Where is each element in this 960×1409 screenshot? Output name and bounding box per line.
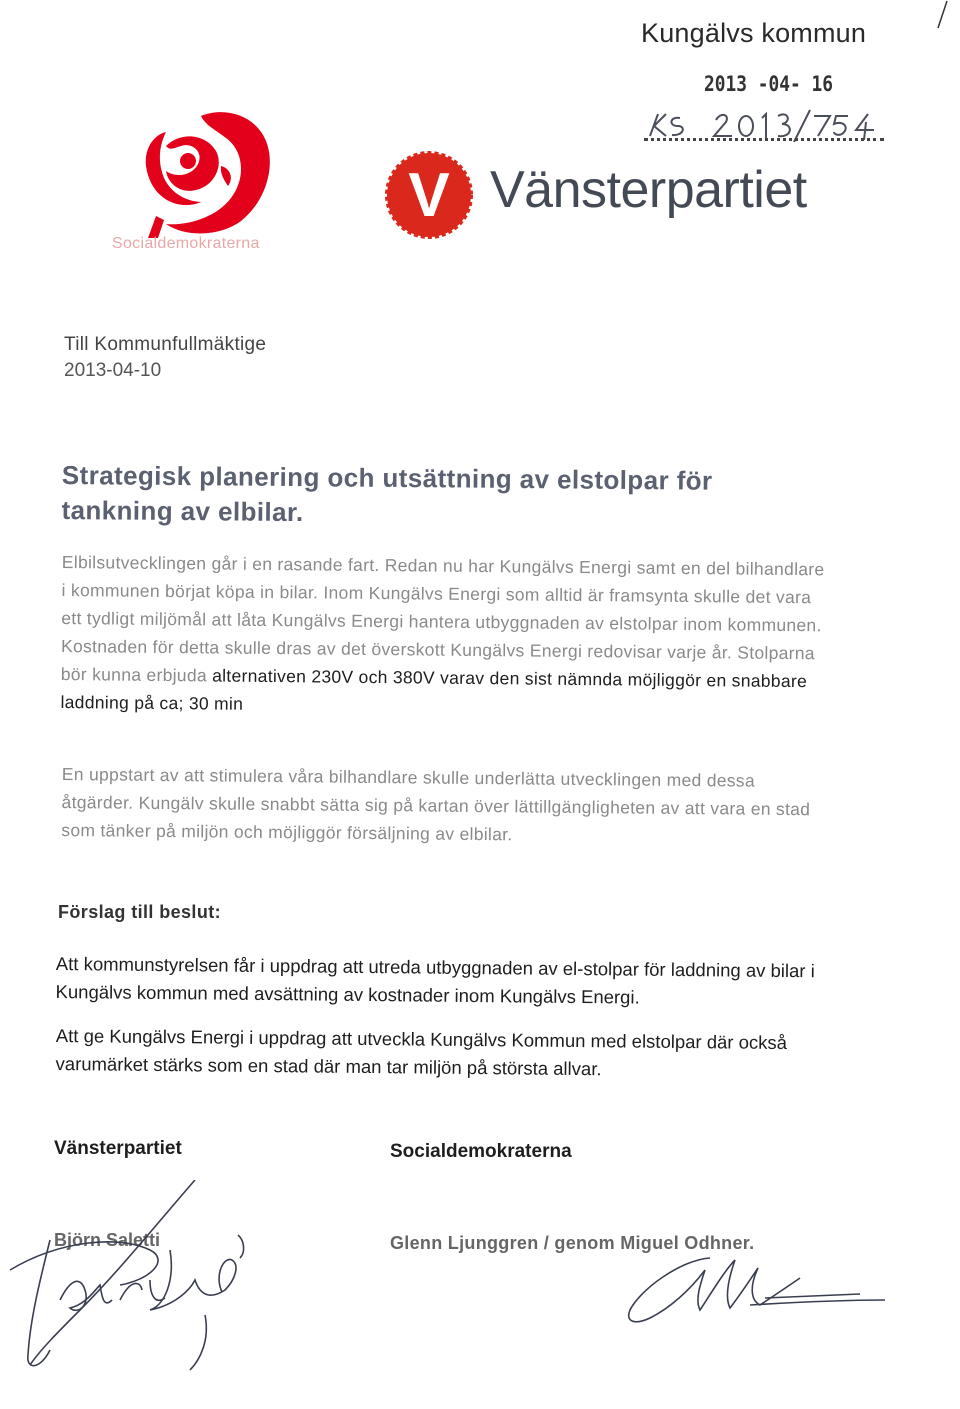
stamp-reference-number (646, 108, 876, 149)
decision-1: Att kommunstyrelsen får i uppdrag att utreda utbyggnaden av el-stolpar för laddning av bilar i Kungälvs kommun med avsättning av kostnader inom Kungälvs Energi. (55, 952, 815, 1008)
stamp-organization: Kungälvs kommun (641, 18, 867, 48)
paragraph-2: En uppstart av att stimulera våra bilhandlare skulle underlätta utvecklingen med dessa åtgärder. Kungälv skulle snabbt sätta sig på kartan över lättillgängligheten av att vara en stad som tänker på miljön och möjliggör försäljning av elbilar. (61, 763, 811, 845)
socialdemokraterna-logo-text: Socialdemokraterna (112, 235, 260, 252)
socialdemokraterna-rose-logo-icon (126, 106, 276, 241)
paragraph-1 (60, 548, 832, 723)
recipient: Till Kommunfullmäktige (64, 334, 267, 355)
signature-party-right: Socialdemokraterna (390, 1141, 572, 1162)
letter-date: 2013-04-10 (64, 360, 162, 381)
signature-name-right: Glenn Ljunggren / genom Miguel Odhner. (390, 1233, 755, 1253)
signature-name-left: Björn Saletti (54, 1230, 161, 1250)
decision-2: Att ge Kungälvs Energi i uppdrag att utveckla Kungälvs Kommun med elstolpar där också varumärket stärks som en stad där man tar miljön på största allvar. (55, 1024, 788, 1080)
handwritten-signature-left-icon (0, 1180, 300, 1380)
vansterpartiet-logo-letter: V (408, 160, 450, 230)
paragraph-1-dark-text: alternativen 230V och 380V varav den sist nämnda möjliggör en snabbare laddning på ca; 30 min (60, 665, 808, 714)
corner-pen-mark-icon (935, 0, 949, 30)
handwritten-signature-right-icon (600, 1250, 890, 1330)
vansterpartiet-logo-text: Vänsterpartiet (490, 161, 807, 219)
proposal-heading: Förslag till beslut: (58, 902, 222, 922)
letter-title: Strategisk planering och utsättning av elstolpar för tankning av elbilar. (61, 459, 713, 528)
stamp-received-date: 2013 -04- 16 (704, 72, 833, 96)
stamp-dotted-line (644, 138, 884, 141)
handwritten-reference-icon (646, 108, 876, 142)
paragraph-1-faint-text: Elbilsutvecklingen går i en rasande fart. Redan nu har Kungälvs Energi samt en del bilhandlare i kommunen börjat köpa in bilar. Inom Kungälvs Energi som alltid är framsynta skulle det vara ett tydligt miljömål att låta Kungälvs Energi hantera utbyggnaden av elstolpar inom kommunen. Kostnaden för detta skulle dras av det överskott Kungälvs Energi redovisar varje år. Stolparna bör kunna erbjuda (60, 551, 825, 686)
signature-party-left: Vänsterpartiet (54, 1138, 182, 1159)
